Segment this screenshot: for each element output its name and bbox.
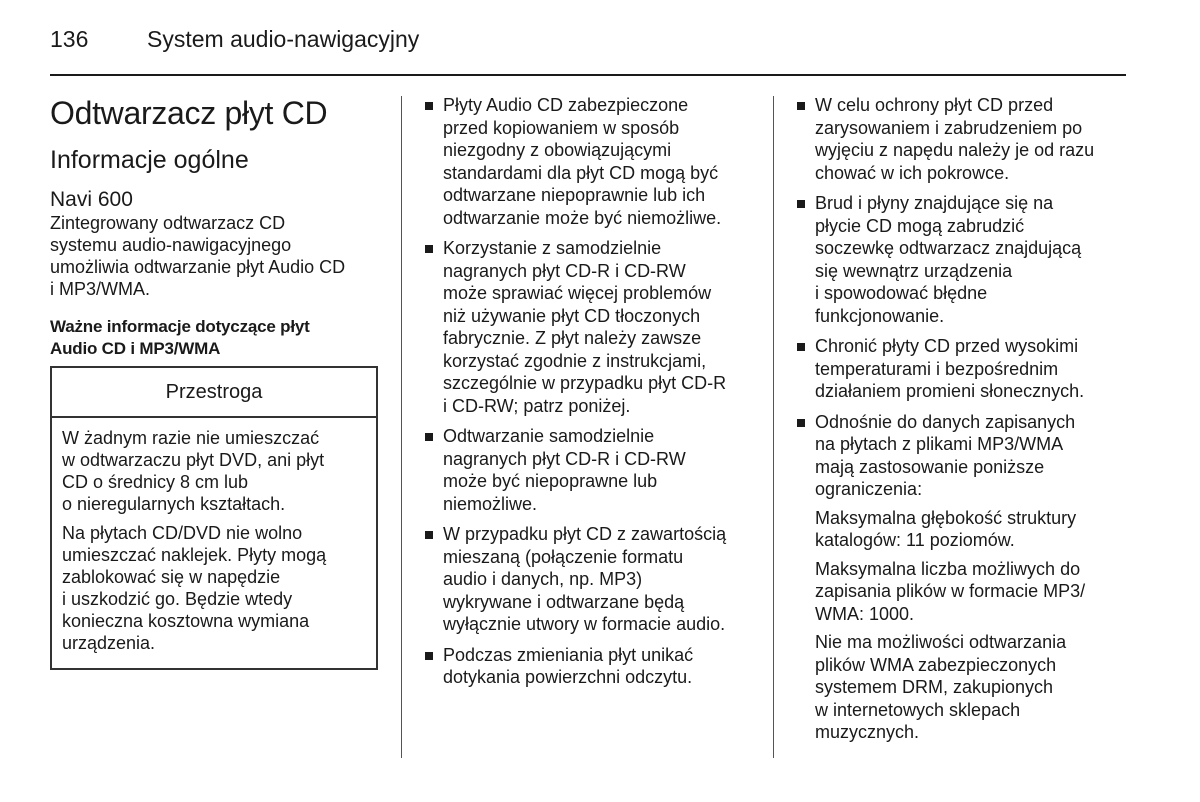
bullet-list	[425, 94, 760, 689]
column-2	[425, 94, 760, 697]
list-item: Odnośnie do danych zapisanych na płytach z plikami MP3/WMA mają zastosowanie poniższe ograniczenia: Maksymalna głębokość struktury katalogów: 11 poziomów. Maksymalna liczba możliwych do zapisania plików w formacie MP3/ WMA: 1000. Nie ma możliwości odtwarzania plików WMA zabezpieczonych systemem DRM, zakupionych w internetowych sklepach muzycznych.	[797, 411, 1132, 744]
square-bullet-icon	[797, 200, 805, 208]
bullet-list	[797, 94, 1132, 744]
warning-box	[50, 366, 378, 670]
column-divider-1	[401, 96, 402, 758]
list-item: Odtwarzanie samodzielnie nagranych płyt CD-R i CD-RW może być niepoprawne lub niemożliwe.	[425, 425, 760, 515]
important-info-heading: Ważne informacje dotyczące płyt Audio CD i MP3/WMA	[50, 317, 310, 358]
square-bullet-icon	[425, 245, 433, 253]
warning-paragraph: Na płytach CD/DVD nie wolno umieszczać naklejek. Płyty mogą zablokować się w napędzie i uszkodzić go. Będzie wtedy konieczna kosztowna wymiana urządzenia.	[62, 523, 327, 653]
header-rule	[50, 74, 1126, 76]
column-divider-2	[773, 96, 774, 758]
list-item: Podczas zmieniania płyt unikać dotykania powierzchni odczytu.	[425, 644, 760, 689]
list-item: Korzystanie z samodzielnie nagranych płyt CD-R i CD-RW może sprawiać więcej problemów niż używanie płyt CD tłoczonych fabrycznie. Z płyt należy zawsze korzystać zgodnie z instrukcjami, szczególnie w przypadku płyt CD-R i CD-RW; patrz poniżej.	[425, 237, 760, 417]
list-item: W przypadku płyt CD z zawartością mieszaną (połączenie formatu audio i danych, np. MP3) wykrywane i odtwarzane będą wyłącznie utwory w formacie audio.	[425, 523, 760, 636]
warning-title: Przestroga	[52, 368, 376, 418]
intro-paragraph: Zintegrowany odtwarzacz CD systemu audio-nawigacyjnego umożliwia odtwarzanie płyt Audio CD i MP3/WMA.	[50, 213, 346, 299]
page-number: 136	[50, 26, 89, 52]
square-bullet-icon	[797, 419, 805, 427]
square-bullet-icon	[425, 531, 433, 539]
warning-body	[52, 418, 376, 668]
list-item: Płyty Audio CD zabezpieczone przed kopiowaniem w sposób niezgodny z obowiązującymi standardami dla płyt CD mogą być odtwarzane niepoprawnie lub ich odtwarzanie może być niemożliwe.	[425, 94, 760, 229]
section-title: System audio-nawigacyjny	[147, 26, 420, 52]
list-item: W celu ochrony płyt CD przed zarysowaniem i zabrudzeniem po wyjęciu z napędu należy je od razu chować w ich pokrowce.	[797, 94, 1132, 184]
column-3	[797, 94, 1132, 752]
list-item: Chronić płyty CD przed wysokimi temperaturami i bezpośrednim działaniem promieni słonecznych.	[797, 335, 1132, 403]
page-title: Odtwarzacz płyt CD	[50, 95, 328, 131]
warning-paragraph: W żadnym razie nie umieszczać w odtwarzaczu płyt DVD, ani płyt CD o średnicy 8 cm lub o nieregularnych kształtach.	[62, 428, 325, 514]
square-bullet-icon	[425, 652, 433, 660]
model-heading: Navi 600	[50, 188, 133, 211]
square-bullet-icon	[797, 102, 805, 110]
square-bullet-icon	[425, 433, 433, 441]
sub-paragraph: Nie ma możliwości odtwarzania plików WMA zabezpieczonych systemem DRM, zakupionych w internetowych sklepach muzycznych.	[815, 632, 1067, 742]
square-bullet-icon	[797, 343, 805, 351]
sub-paragraph: Maksymalna liczba możliwych do zapisania plików w formacie MP3/ WMA: 1000.	[815, 558, 1086, 624]
subsection-title: Informacje ogólne	[50, 146, 249, 174]
list-item: Brud i płyny znajdujące się na płycie CD mogą zabrudzić soczewkę odtwarzacz znajdującą się wewnątrz urządzenia i spowodować błędne funkcjonowanie.	[797, 192, 1132, 327]
column-1	[50, 94, 380, 670]
square-bullet-icon	[425, 102, 433, 110]
sub-paragraph: Maksymalna głębokość struktury katalogów: 11 poziomów.	[815, 507, 1077, 550]
